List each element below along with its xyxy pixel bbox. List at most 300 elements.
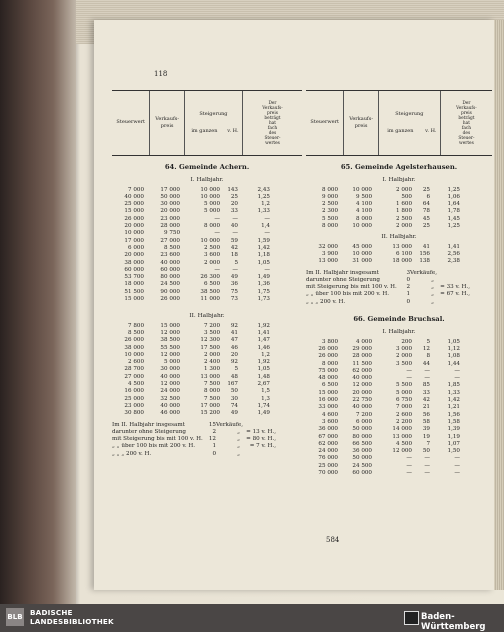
table-row xyxy=(306,390,492,397)
header-der-verkaufspreis: Der Verkaufs- preis beträgt hat fach des Steuer- wertes xyxy=(456,100,477,146)
summary-cell: = 7 v. H., xyxy=(249,443,276,450)
table-cell: 26 000 xyxy=(318,345,338,352)
bruchsal-rows xyxy=(306,339,492,478)
table-cell: 2 400 xyxy=(203,359,220,366)
table-cell: 50 000 xyxy=(352,455,372,462)
table-cell: 12 300 xyxy=(200,337,220,344)
table-cell: 2 000 xyxy=(395,186,412,193)
table-cell: 1,74 xyxy=(257,402,270,409)
summary-cell: mit Steigerung bis mit 100 v. H. xyxy=(306,284,397,291)
right-column xyxy=(306,90,492,477)
table-cell: — xyxy=(264,230,270,237)
table-row xyxy=(112,208,302,215)
table-cell: 1 800 xyxy=(395,208,412,215)
table-cell: 27 000 xyxy=(160,237,180,244)
table-cell: 1,33 xyxy=(257,208,270,215)
summary-line xyxy=(306,299,492,306)
table-cell: 2 000 xyxy=(203,259,220,266)
summary-cell xyxy=(240,451,276,458)
table-row xyxy=(306,187,492,194)
table-cell: 12 000 xyxy=(352,382,372,389)
header-v-h: v. H. xyxy=(227,128,239,134)
table-cell: 92 xyxy=(230,322,238,329)
table-cell: 33 000 xyxy=(318,404,338,411)
table-cell: 2,43 xyxy=(257,186,270,193)
table-cell: 10 000 xyxy=(352,250,372,257)
table-cell: 2 600 xyxy=(395,411,412,418)
table-cell: 1,50 xyxy=(447,448,460,455)
table-cell: 24 000 xyxy=(160,388,180,395)
table-row xyxy=(112,281,302,288)
table-cell: — xyxy=(232,215,238,222)
table-cell: — xyxy=(424,455,430,462)
summary-cell: 0 xyxy=(212,450,216,457)
table-cell: — xyxy=(406,375,412,382)
table-cell: 7 200 xyxy=(355,411,372,418)
table-cell: 5 xyxy=(234,259,238,266)
header-steigerung: Steigerung im ganzen v. H. xyxy=(379,91,441,155)
table-cell: 58 xyxy=(422,418,430,425)
table-row xyxy=(306,223,492,230)
table-cell: 5 500 xyxy=(395,382,412,389)
summary-cell: „ „ „ 200 v. H. xyxy=(112,450,152,457)
table-cell: 26 000 xyxy=(124,215,144,222)
header-im-ganzen: im ganzen xyxy=(387,128,414,134)
table-cell: 1,08 xyxy=(447,353,460,360)
table-cell: 12 xyxy=(422,345,430,352)
table-cell: 13 000 xyxy=(392,243,412,250)
table-cell: 12 000 xyxy=(160,351,180,358)
table-cell: 1,42 xyxy=(447,397,460,404)
table-row xyxy=(112,381,302,388)
table-cell: 1,36 xyxy=(257,281,270,288)
table-cell: 47 xyxy=(230,337,238,344)
table-row xyxy=(112,245,302,252)
table-cell: 62 000 xyxy=(352,367,372,374)
table-cell: 25 xyxy=(230,193,238,200)
table-row xyxy=(306,455,492,462)
summary-line xyxy=(306,277,492,284)
table-cell: 1,78 xyxy=(447,208,460,215)
table-row xyxy=(306,434,492,441)
table-cell: 5 xyxy=(234,366,238,373)
table-cell: 1,05 xyxy=(447,338,460,345)
table-cell: 4 500 xyxy=(127,381,144,388)
table-cell: 30 000 xyxy=(160,201,180,208)
table-cell: 1,3 xyxy=(261,395,270,402)
table-cell: 66 500 xyxy=(352,440,372,447)
table-cell: 80 000 xyxy=(352,433,372,440)
table-cell: 17 000 xyxy=(200,402,220,409)
table-cell: 18 000 xyxy=(124,281,144,288)
table-cell: 7 500 xyxy=(203,381,220,388)
table-cell: 50 xyxy=(230,388,238,395)
table-cell: 25 000 xyxy=(124,395,144,402)
table-cell: 1,2 xyxy=(261,201,270,208)
summary-cell: 0 xyxy=(406,276,410,283)
summary-cell: = 33 v. H., xyxy=(440,284,470,291)
table-cell: 15 000 xyxy=(160,322,180,329)
table-cell: 1,46 xyxy=(257,344,270,351)
table-cell: 8 000 xyxy=(321,223,338,230)
table-cell: 4 100 xyxy=(355,201,372,208)
table-cell: — xyxy=(232,230,238,237)
table-row xyxy=(112,238,302,245)
table-cell: 1,05 xyxy=(257,366,270,373)
table-cell: 1,49 xyxy=(257,410,270,417)
table-cell: 3 500 xyxy=(395,360,412,367)
table-cell: 50 000 xyxy=(352,426,372,433)
table-cell: 1,25 xyxy=(447,186,460,193)
table-row xyxy=(112,194,302,201)
table-row xyxy=(306,382,492,389)
table-cell: 1,92 xyxy=(257,322,270,329)
table-cell: 3 600 xyxy=(203,252,220,259)
summary-cell xyxy=(434,270,470,277)
table-cell: 38 000 xyxy=(124,259,144,266)
table-row xyxy=(112,296,302,303)
table-cell: 1,06 xyxy=(447,193,460,200)
table-cell: 25 000 xyxy=(124,201,144,208)
table-cell: 32 000 xyxy=(318,243,338,250)
table-cell: 38 500 xyxy=(200,288,220,295)
table-cell: — xyxy=(214,215,220,222)
table-cell: 20 000 xyxy=(352,389,372,396)
table-cell: 2 500 xyxy=(395,215,412,222)
table-cell: 5 xyxy=(426,338,430,345)
footer-bar xyxy=(0,604,504,630)
table-row xyxy=(306,194,492,201)
header-v-h: v. H. xyxy=(425,128,437,134)
table-cell: 1,58 xyxy=(447,418,460,425)
table-cell: 30 000 xyxy=(160,366,180,373)
table-cell: 12 000 xyxy=(160,329,180,336)
bottom-page-number: 584 xyxy=(326,536,340,544)
table-cell: 18 000 xyxy=(392,258,412,265)
table-cell: 15 200 xyxy=(200,410,220,417)
table-cell: 21 xyxy=(422,404,430,411)
table-cell: 2 500 xyxy=(203,244,220,251)
table-cell: — xyxy=(454,375,460,382)
table-row xyxy=(306,258,492,265)
table-cell: 64 xyxy=(422,201,430,208)
table-cell: 46 000 xyxy=(160,410,180,417)
table-cell: — xyxy=(454,462,460,469)
table-cell: 9 750 xyxy=(163,230,180,237)
table-cell: 5 500 xyxy=(321,215,338,222)
table-cell: 1 300 xyxy=(203,366,220,373)
table-row xyxy=(306,339,492,346)
table-cell: 10 000 xyxy=(352,223,372,230)
table-cell: 28 000 xyxy=(160,223,180,230)
table-cell: 156 xyxy=(419,250,430,257)
table-cell: 74 xyxy=(230,402,238,409)
header-steigerung: Steigerung im ganzen v. H. xyxy=(185,91,243,155)
table-cell: 44 xyxy=(422,360,430,367)
table-cell: 40 000 xyxy=(124,193,144,200)
table-cell: 23 000 xyxy=(160,215,180,222)
table-cell: — xyxy=(454,455,460,462)
table-cell: 26 000 xyxy=(318,353,338,360)
table-cell: 13 000 xyxy=(392,433,412,440)
table-cell: 1,25 xyxy=(447,223,460,230)
left-column xyxy=(112,90,302,458)
table-cell: 17 000 xyxy=(160,186,180,193)
summary-line xyxy=(112,429,302,436)
left-h2-rows xyxy=(112,323,302,418)
table-cell: 1,07 xyxy=(447,440,460,447)
right-table-header xyxy=(306,90,492,156)
summary-cell: Im II. Halbjahr insgesamt xyxy=(306,269,379,276)
table-row xyxy=(306,251,492,258)
table-cell: 23 600 xyxy=(160,252,180,259)
right-h2-rows xyxy=(306,244,492,266)
table-row xyxy=(112,274,302,281)
table-cell: 1,2 xyxy=(261,351,270,358)
table-cell: — xyxy=(214,230,220,237)
table-row xyxy=(112,323,302,330)
summary-cell: = 67 v. H., xyxy=(440,291,470,298)
summary-cell: „ xyxy=(237,428,240,435)
summary-cell: „ xyxy=(237,436,240,443)
table-cell: — xyxy=(424,367,430,374)
table-row xyxy=(112,352,302,359)
book-page xyxy=(94,20,494,590)
table-cell: 2 300 xyxy=(321,208,338,215)
table-cell: 2 000 xyxy=(395,223,412,230)
summary-cell: 0 xyxy=(406,298,410,305)
table-cell: 13 000 xyxy=(200,373,220,380)
table-cell: 1,41 xyxy=(447,243,460,250)
table-cell: 16 000 xyxy=(318,397,338,404)
table-cell: 41 xyxy=(422,243,430,250)
summary-line xyxy=(306,291,492,298)
table-cell: 15 000 xyxy=(318,389,338,396)
table-cell: 60 000 xyxy=(124,266,144,273)
summary-cell: mit Steigerung bis mit 100 v. H. xyxy=(112,436,203,443)
table-cell: 8 000 xyxy=(203,388,220,395)
summary-cell: 12 xyxy=(208,436,216,443)
table-cell: 1,42 xyxy=(257,244,270,251)
summary-cell xyxy=(434,277,470,284)
left-h1-rows xyxy=(112,187,302,304)
table-cell: — xyxy=(264,215,270,222)
table-cell: 17 500 xyxy=(200,344,220,351)
summary-line xyxy=(112,436,302,443)
table-cell: 1,56 xyxy=(447,411,460,418)
table-cell: 40 000 xyxy=(160,402,180,409)
table-cell: 76 000 xyxy=(318,455,338,462)
summary-cell: 3 xyxy=(406,269,410,276)
table-cell: 90 000 xyxy=(160,288,180,295)
state-name: Baden-Württemberg xyxy=(421,612,486,632)
table-row xyxy=(112,345,302,352)
table-cell: 25 xyxy=(422,186,430,193)
table-cell: 1,44 xyxy=(447,360,460,367)
table-cell: 48 000 xyxy=(318,375,338,382)
table-cell: 10 000 xyxy=(200,237,220,244)
table-cell: 10 000 xyxy=(124,230,144,237)
table-cell: 27 000 xyxy=(124,373,144,380)
table-cell: 2 200 xyxy=(395,418,412,425)
table-cell: 28 700 xyxy=(124,366,144,373)
header-steuerwert: Steuerwert xyxy=(112,91,150,155)
table-cell: 500 xyxy=(401,193,412,200)
table-cell: 4 100 xyxy=(355,208,372,215)
table-cell: 9 500 xyxy=(355,193,372,200)
table-row xyxy=(306,346,492,353)
summary-cell: Verkäufe, xyxy=(410,269,437,276)
summary-cell xyxy=(240,422,276,429)
table-cell: 42 xyxy=(230,244,238,251)
table-cell: 2,56 xyxy=(447,250,460,257)
table-cell: 2 000 xyxy=(395,353,412,360)
table-cell: 1,39 xyxy=(447,426,460,433)
table-cell: 36 xyxy=(230,281,238,288)
summary-cell: „ „ „ 200 v. H. xyxy=(306,298,346,305)
table-row xyxy=(112,410,302,417)
summary-cell: Im II. Halbjahr insgesamt xyxy=(112,421,185,428)
table-cell: 92 xyxy=(230,359,238,366)
table-cell: 1,48 xyxy=(257,373,270,380)
table-cell: 1,45 xyxy=(447,215,460,222)
table-cell: — xyxy=(406,462,412,469)
table-cell: 7 000 xyxy=(395,404,412,411)
table-cell: 7 000 xyxy=(127,186,144,193)
table-cell: — xyxy=(454,367,460,374)
table-cell: 40 000 xyxy=(160,373,180,380)
table-row xyxy=(306,470,492,477)
halbjahr-label: II. Halbjahr. xyxy=(189,313,225,320)
table-cell: 67 000 xyxy=(318,433,338,440)
table-cell: 3 600 xyxy=(321,418,338,425)
table-cell: 20 xyxy=(230,351,238,358)
table-cell: 30 800 xyxy=(124,410,144,417)
table-row xyxy=(306,463,492,470)
table-cell: 8 000 xyxy=(355,215,372,222)
table-cell: 85 xyxy=(422,382,430,389)
summary-cell: „ xyxy=(431,284,434,291)
table-cell: 8 500 xyxy=(163,244,180,251)
header-im-ganzen: im ganzen xyxy=(191,128,218,134)
table-cell: — xyxy=(424,375,430,382)
table-cell: 10 000 xyxy=(200,186,220,193)
table-cell: — xyxy=(264,266,270,273)
table-cell: 12 000 xyxy=(392,448,412,455)
table-row xyxy=(112,403,302,410)
table-cell: 38 500 xyxy=(160,337,180,344)
table-row xyxy=(112,260,302,267)
halbjahr-label: I. Halbjahr. xyxy=(190,177,224,184)
table-row xyxy=(112,330,302,337)
table-cell: 11 000 xyxy=(200,296,220,303)
table-cell: 138 xyxy=(419,258,430,265)
table-cell: 40 000 xyxy=(352,375,372,382)
table-row xyxy=(306,216,492,223)
summary-cell: „ xyxy=(431,291,434,298)
table-cell: 5 000 xyxy=(163,359,180,366)
table-cell: 167 xyxy=(227,381,238,388)
table-cell: — xyxy=(406,469,412,476)
table-cell: 2 500 xyxy=(321,201,338,208)
table-cell: 1,59 xyxy=(257,237,270,244)
table-row xyxy=(112,223,302,230)
table-cell: 40 xyxy=(230,223,238,230)
table-cell: 1,4 xyxy=(261,223,270,230)
table-row xyxy=(306,201,492,208)
table-cell: 20 000 xyxy=(124,223,144,230)
table-cell: 20 000 xyxy=(160,208,180,215)
table-cell: 11 500 xyxy=(352,360,372,367)
table-cell: 1,41 xyxy=(257,329,270,336)
section-title-agelsterhausen: 65. Gemeinde Agelsterhausen. xyxy=(340,163,458,171)
table-cell: 4 500 xyxy=(395,440,412,447)
table-row xyxy=(306,412,492,419)
left-table-header xyxy=(112,90,302,156)
table-cell: 24 000 xyxy=(318,448,338,455)
table-row xyxy=(112,216,302,223)
table-cell: 3 900 xyxy=(321,250,338,257)
table-row xyxy=(112,337,302,344)
halbjahr-label: I. Halbjahr. xyxy=(382,177,416,184)
table-cell: 75 xyxy=(230,288,238,295)
table-row xyxy=(306,397,492,404)
table-row xyxy=(306,244,492,251)
summary-cell: darunter ohne Steigerung xyxy=(112,428,186,435)
table-cell: 45 xyxy=(422,215,430,222)
table-row xyxy=(112,396,302,403)
table-row xyxy=(112,252,302,259)
table-cell: 26 300 xyxy=(200,274,220,281)
table-cell: 80 000 xyxy=(160,274,180,281)
table-cell: 56 xyxy=(422,411,430,418)
table-row xyxy=(112,289,302,296)
table-cell: 8 000 xyxy=(321,360,338,367)
bw-coat-of-arms-icon xyxy=(404,611,419,625)
table-cell: 6 000 xyxy=(127,244,144,251)
table-row xyxy=(306,353,492,360)
header-verkaufspreis: Verkaufs- preis xyxy=(344,91,378,155)
table-row xyxy=(306,368,492,375)
table-cell: 3 800 xyxy=(321,338,338,345)
table-cell: 1,92 xyxy=(257,359,270,366)
table-row xyxy=(112,201,302,208)
table-cell: 53 700 xyxy=(124,274,144,281)
table-row xyxy=(112,230,302,237)
table-cell: 29 000 xyxy=(352,345,372,352)
header-verkaufspreis: Verkaufs- preis xyxy=(150,91,184,155)
table-cell: 3 000 xyxy=(395,345,412,352)
table-cell: 70 000 xyxy=(318,469,338,476)
right-summary xyxy=(306,270,492,306)
header-der-verkaufspreis: Der Verkaufs- preis beträgt hat fach des Steuer- wertes xyxy=(262,100,283,146)
table-cell: 73 xyxy=(230,296,238,303)
table-cell: 31 000 xyxy=(352,258,372,265)
summary-line xyxy=(306,284,492,291)
summary-line xyxy=(112,422,302,429)
table-cell: 1,21 xyxy=(447,404,460,411)
summary-cell: „ „ über 100 bis mit 200 v. H. xyxy=(112,443,196,450)
table-cell: 26 000 xyxy=(160,296,180,303)
table-cell: 13 000 xyxy=(318,258,338,265)
table-cell: 6 750 xyxy=(395,397,412,404)
library-name: BADISCHE LANDESBIBLIOTHEK xyxy=(30,608,114,626)
table-cell: 5 000 xyxy=(203,201,220,208)
table-cell: 48 xyxy=(230,373,238,380)
table-row xyxy=(306,448,492,455)
summary-line xyxy=(306,270,492,277)
table-cell: 75 000 xyxy=(318,367,338,374)
